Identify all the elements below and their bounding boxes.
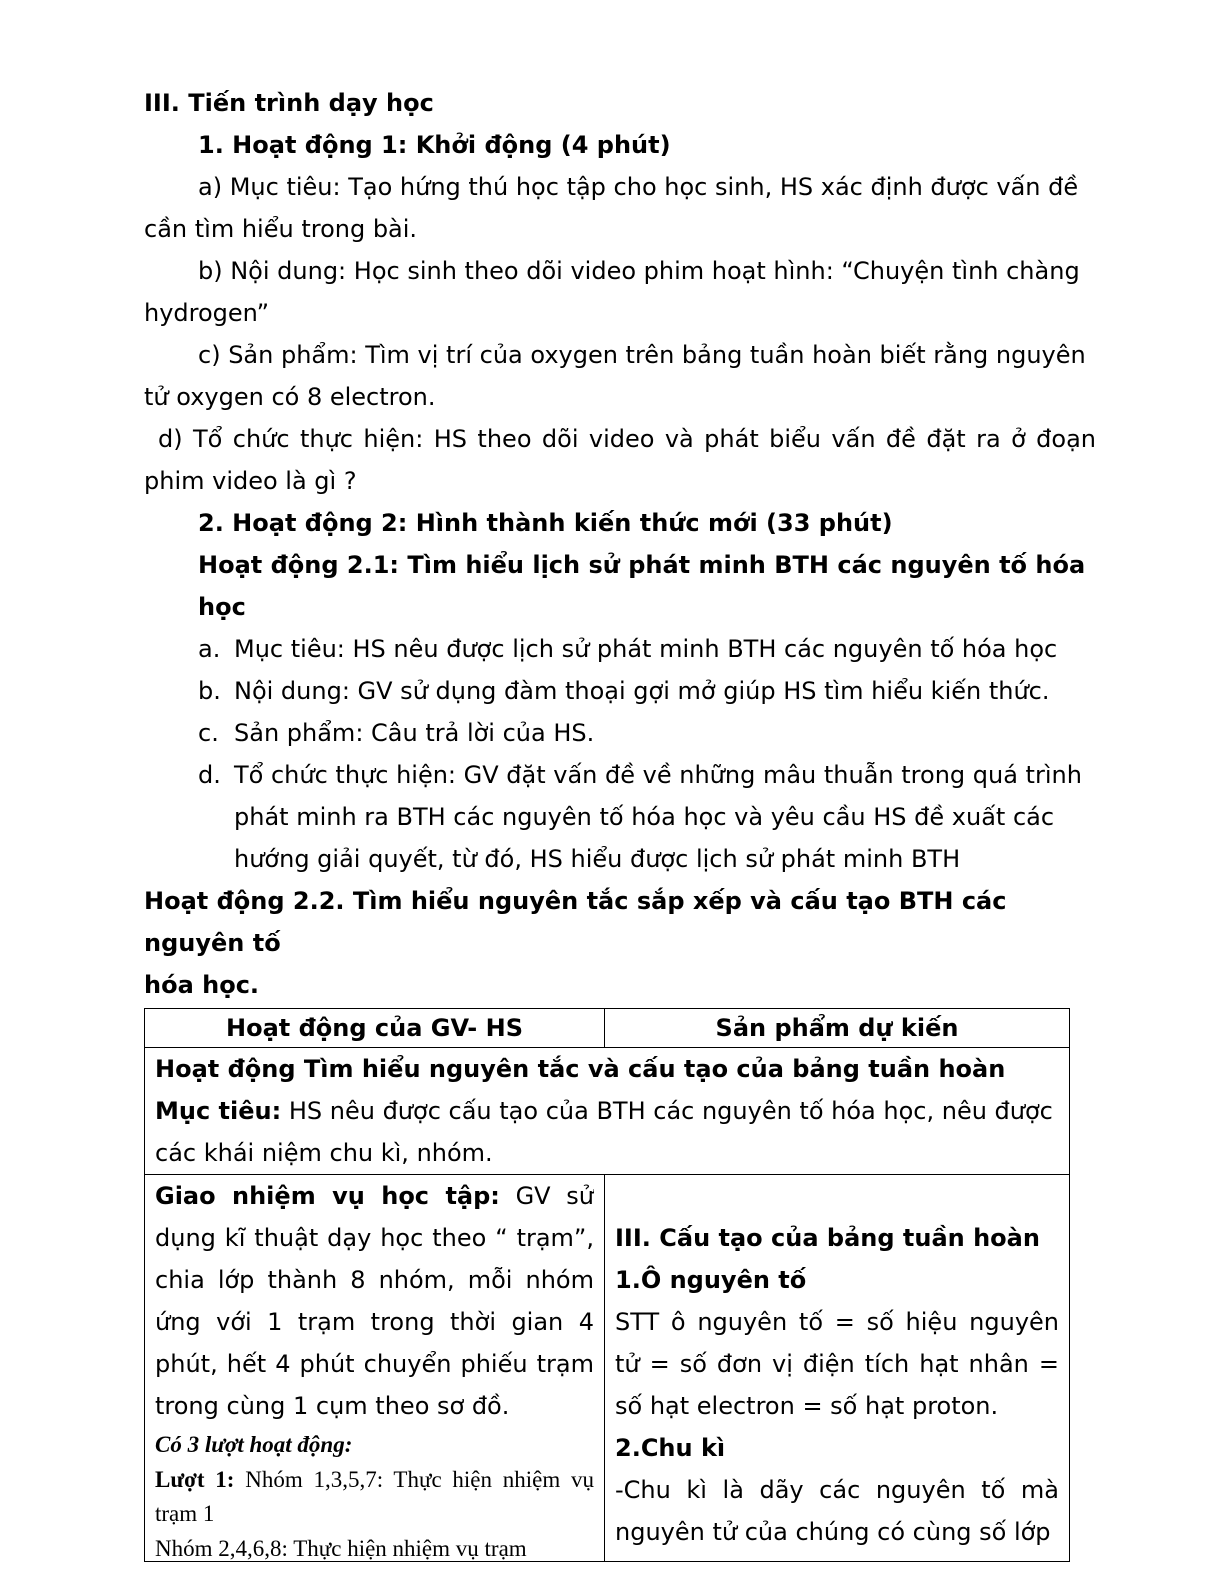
turn1-label: Lượt 1: — [155, 1467, 235, 1492]
list-text: Sản phẩm: Câu trả lời của HS. — [234, 719, 595, 747]
list-item — [198, 670, 1096, 712]
list-marker: c. — [198, 719, 219, 747]
col2-header: Sản phẩm dự kiến — [605, 1009, 1070, 1048]
activity2-2-title-line1: Hoạt động 2.2. Tìm hiểu nguyên tắc sắp xếp và cấu tạo BTH các nguyên tố — [144, 887, 1007, 957]
act1-a-line2: cần tìm hiểu trong bài. — [144, 215, 418, 243]
right-title: III. Cấu tạo của bảng tuần hoàn — [615, 1224, 1040, 1252]
turns-title: Có 3 lượt hoạt động: — [155, 1432, 353, 1457]
right-cell — [605, 1175, 1070, 1562]
list-text: Nội dung: GV sử dụng đàm thoại gợi mở giúp HS tìm hiểu kiến thức. — [234, 677, 1050, 705]
act1-a-line1: a) Mục tiêu: Tạo hứng thú học tập cho học sinh, HS xác định được vấn đề — [198, 173, 1079, 201]
list-item — [198, 628, 1096, 670]
left-cell-content — [155, 1175, 594, 1561]
list-text: Mục tiêu: HS nêu được lịch sử phát minh BTH các nguyên tố hóa học — [234, 635, 1058, 663]
merged-title: Hoạt động Tìm hiểu nguyên tắc và cấu tạo của bảng tuần hoàn — [155, 1055, 1006, 1083]
table-row — [145, 1175, 1070, 1562]
turn1-text2: Nhóm 2,4,6,8: Thực hiện nhiệm vụ trạm — [155, 1536, 527, 1561]
act1-b-line1: b) Nội dung: Học sinh theo dõi video phim hoạt hình: “Chuyện tình chàng — [198, 257, 1080, 285]
list-text: Tổ chức thực hiện: GV đặt vấn đề về những mâu thuẫn trong quá trình phát minh ra BTH các nguyên tố hóa học và yêu cầu HS đề xuất các hướng giải quyết, từ đó, HS hiểu được lịch sử phát minh BTH — [234, 761, 1082, 873]
table-merged-row — [145, 1048, 1070, 1175]
right-sub2: 2.Chu kì — [615, 1434, 726, 1462]
turn1-paragraph — [155, 1463, 594, 1531]
list-marker: d. — [198, 761, 221, 789]
page-content — [144, 82, 1096, 1562]
activity-table — [144, 1008, 1070, 1562]
activity2-2-title-line2: hóa học. — [144, 971, 260, 999]
right-sub1: 1.Ô nguyên tố — [615, 1266, 807, 1294]
right-text2: -Chu kì là dãy các nguyên tố mà nguyên tử của chúng có cùng số lớp — [615, 1476, 1059, 1546]
list-item — [198, 754, 1096, 880]
table-header-row — [145, 1009, 1070, 1048]
goal-label: Mục tiêu: — [155, 1097, 282, 1125]
left-cell — [145, 1175, 605, 1562]
act1-c-line2: tử oxygen có 8 electron. — [144, 383, 436, 411]
task-text: GV sử dụng kĩ thuật dạy học theo “ trạm”, chia lớp thành 8 nhóm, mỗi nhóm ứng với 1 trạm trong thời gian 4 phút, hết 4 phút chuyển phiếu trạm trong cùng 1 cụm theo sơ đồ. — [155, 1182, 594, 1420]
task-label: Giao nhiệm vụ học tập: — [155, 1182, 500, 1210]
activity2-1-title: Hoạt động 2.1: Tìm hiểu lịch sử phát minh BTH các nguyên tố hóa học — [198, 551, 1086, 621]
right-cell-content — [615, 1175, 1059, 1561]
task-paragraph — [155, 1175, 594, 1427]
act1-d-line2: phim video là gì ? — [144, 467, 357, 495]
act1-d-line1: d) Tổ chức thực hiện: HS theo dõi video và phát biểu vấn đề đặt ra ở đoạn — [158, 425, 1096, 453]
activity2-title: 2. Hoạt động 2: Hình thành kiến thức mới (33 phút) — [198, 509, 893, 537]
turn1-text: Nhóm 1,3,5,7: Thực hiện nhiệm vụ trạm 1 — [155, 1467, 594, 1526]
right-text1: STT ô nguyên tố = số hiệu nguyên tử = số đơn vị điện tích hạt nhân = số hạt electron = số hạt proton. — [615, 1308, 1059, 1420]
list-marker: a. — [198, 635, 221, 663]
goal-text: HS nêu được cấu tạo của BTH các nguyên tố hóa học, nêu được các khái niệm chu kì, nhóm. — [155, 1097, 1053, 1167]
section-heading: III. Tiến trình dạy học — [144, 89, 434, 117]
list-item — [198, 712, 1096, 754]
turns-block — [155, 1427, 594, 1561]
merged-cell — [145, 1048, 1070, 1175]
activity1-title: 1. Hoạt động 1: Khởi động (4 phút) — [198, 131, 671, 159]
act1-b-line2: hydrogen” — [144, 299, 270, 327]
act1-c-line1: c) Sản phẩm: Tìm vị trí của oxygen trên bảng tuần hoàn biết rằng nguyên — [198, 341, 1086, 369]
spacer — [615, 1175, 1059, 1217]
activity2-1-list — [144, 628, 1096, 880]
goal-paragraph — [155, 1090, 1059, 1174]
list-marker: b. — [198, 677, 221, 705]
col1-header: Hoạt động của GV- HS — [145, 1009, 605, 1048]
